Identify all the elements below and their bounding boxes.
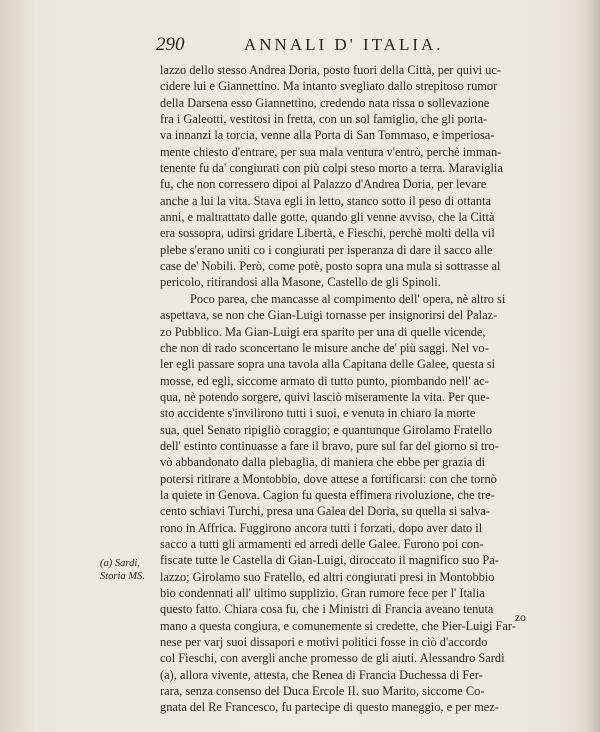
text-line: zo Pubblico. Ma Gian-Luigi era sparito per una di quelle vicende, (160, 324, 486, 339)
page-edge-shadow (586, 0, 600, 732)
text-line: sto accidente s'invilirono tutti i suoi, e venuta in chiaro la morte (160, 406, 476, 421)
text-line: Poco parea, che mancasse al compimento dell' opera, nè altro si (190, 291, 506, 306)
text-line: anche a lui la vita. Stava egli in letto, stanco sotto il peso di ottanta (160, 193, 492, 208)
text-line: era sossopra, udirsi gridare Libertà, e Fieschi, perchè molti della vil (160, 226, 495, 241)
text-line: ler egli passare sopra una tavola alla Capitana delle Galee, questa si (160, 357, 496, 372)
text-line: dell' estinto continuasse a fare il bravo, pure sul far del giorno si tro- (160, 438, 499, 453)
margin-note-line: (a) Sardi, (100, 558, 140, 569)
text-line: cento schiavi Turchi, presa una Galea del Doria, su quella si salva- (160, 504, 490, 519)
text-line: case de' Nobili. Però, come potè, posto sopra una mula si sottrasse al (160, 259, 501, 274)
text-line: rono in Affrica. Fuggirono ancora tutti i forzati, dopo aver dato il (160, 520, 483, 535)
text-line: aspettava, se non che Gian-Luigi tornasse per insignorirsi del Palaz- (160, 308, 498, 323)
margin-note (100, 557, 156, 583)
text-line: pericolo, ritirandosi alla Masone, Castello de gli Spinoli. (160, 275, 441, 290)
body-text (160, 62, 550, 716)
text-line: la quiete in Genova. Cagion fu questa effimera rivoluzione, che tre- (160, 487, 495, 502)
text-line: mano a questa congiura, e comunemente si credette, che Pier-Luigi Far- (160, 618, 516, 633)
text-line: vò abbandonato dalla plebaglia, di maniera che ebbe per grazia di (160, 455, 486, 470)
text-line: potersi ritirare a Montobbio, dove attese a fortificarsi: con che tornò (160, 471, 497, 486)
text-line: gnata del Re Francesco, fu partecipe di questo maneggio, e per mez- (160, 700, 499, 715)
margin-note-line: Storia MS. (100, 571, 145, 582)
text-line: fra i Galeotti, vestitosi in fretta, con un sol famiglio, che gli porta- (160, 112, 488, 127)
text-line: lazzo; Girolamo suo Fratello, ed altri congiurati presi in Montobbio (160, 569, 495, 584)
text-line: fu, che non corressero dipoi al Palazzo d'Andrea Doria, per levare (160, 177, 487, 192)
text-line: va innanzi la torcia, venne alla Porta di San Tommaso, e imperiosa- (160, 128, 495, 143)
text-line: nese per varj suoi dissapori e motivi politici fosse in ciò d'accordo (160, 635, 488, 650)
text-line: sacco a tutti gli armamenti ed arredi delle Galee. Furono poi con- (160, 536, 484, 551)
text-line: bio condennati all' ultimo supplizio. Gran rumore fece per l' Italia (160, 586, 485, 600)
text-line: tenente fu da' congiurati con più colpi steso morto a terra. Maraviglia (160, 161, 503, 176)
text-line: qua, nè potendo sorgere, quivi lasciò miseramente la vita. Per que- (160, 389, 490, 404)
text-line: mente chiesto d'entrare, per sua mala ventura v'entrò, perchè imman- (160, 144, 502, 159)
text-line: mosse, ed egli, siccome armato di tutto punto, piombando nell' ac- (160, 373, 489, 388)
text-line: fiscate tutte le Castella di Gian-Luigi, diroccato il magnifico suo Pa- (160, 553, 499, 568)
text-line: sua, quel Senato ripigliò coraggio; e quantunque Girolamo Fratello (160, 422, 493, 437)
text-line: plebe s'erano uniti co i congiurati per isperanza di dare il sacco alle (160, 242, 493, 257)
text-line: questo fatto. Chiara cosa fu, che i Ministri di Francia aveano tenuta (160, 602, 494, 617)
text-line: che non di rado sconcertano le misure anche de' più saggi. Nel vo- (160, 340, 489, 355)
running-title: ANNALI D' ITALIA. (244, 35, 444, 54)
text-line: cidere lui e Giannettino. Ma intanto svegliato dallo strepitoso rumor (160, 79, 498, 94)
text-line: col Fieschi, con avergli anche promesso de gli aiuti. Alessandro Sardi (160, 651, 505, 666)
text-line: anni, e maltrattato dalle gotte, quando gli venne avviso, che la Città (160, 210, 495, 225)
text-line: della Darsena esso Giannettino, credendo nata rissa o sollevazione (160, 95, 490, 110)
catchword: zo (515, 612, 526, 624)
page-number: 290 (156, 34, 185, 55)
text-line: lazzo dello stesso Andrea Doria, posto fuori della Città, per quivi uc- (160, 63, 501, 77)
text-line: rara, senza consenso del Duca Ercole II. suo Marito, siccome Co- (160, 684, 485, 699)
text-line: (a), allora vivente, attesta, che Renea di Francia Duchessa di Fer- (160, 667, 483, 682)
